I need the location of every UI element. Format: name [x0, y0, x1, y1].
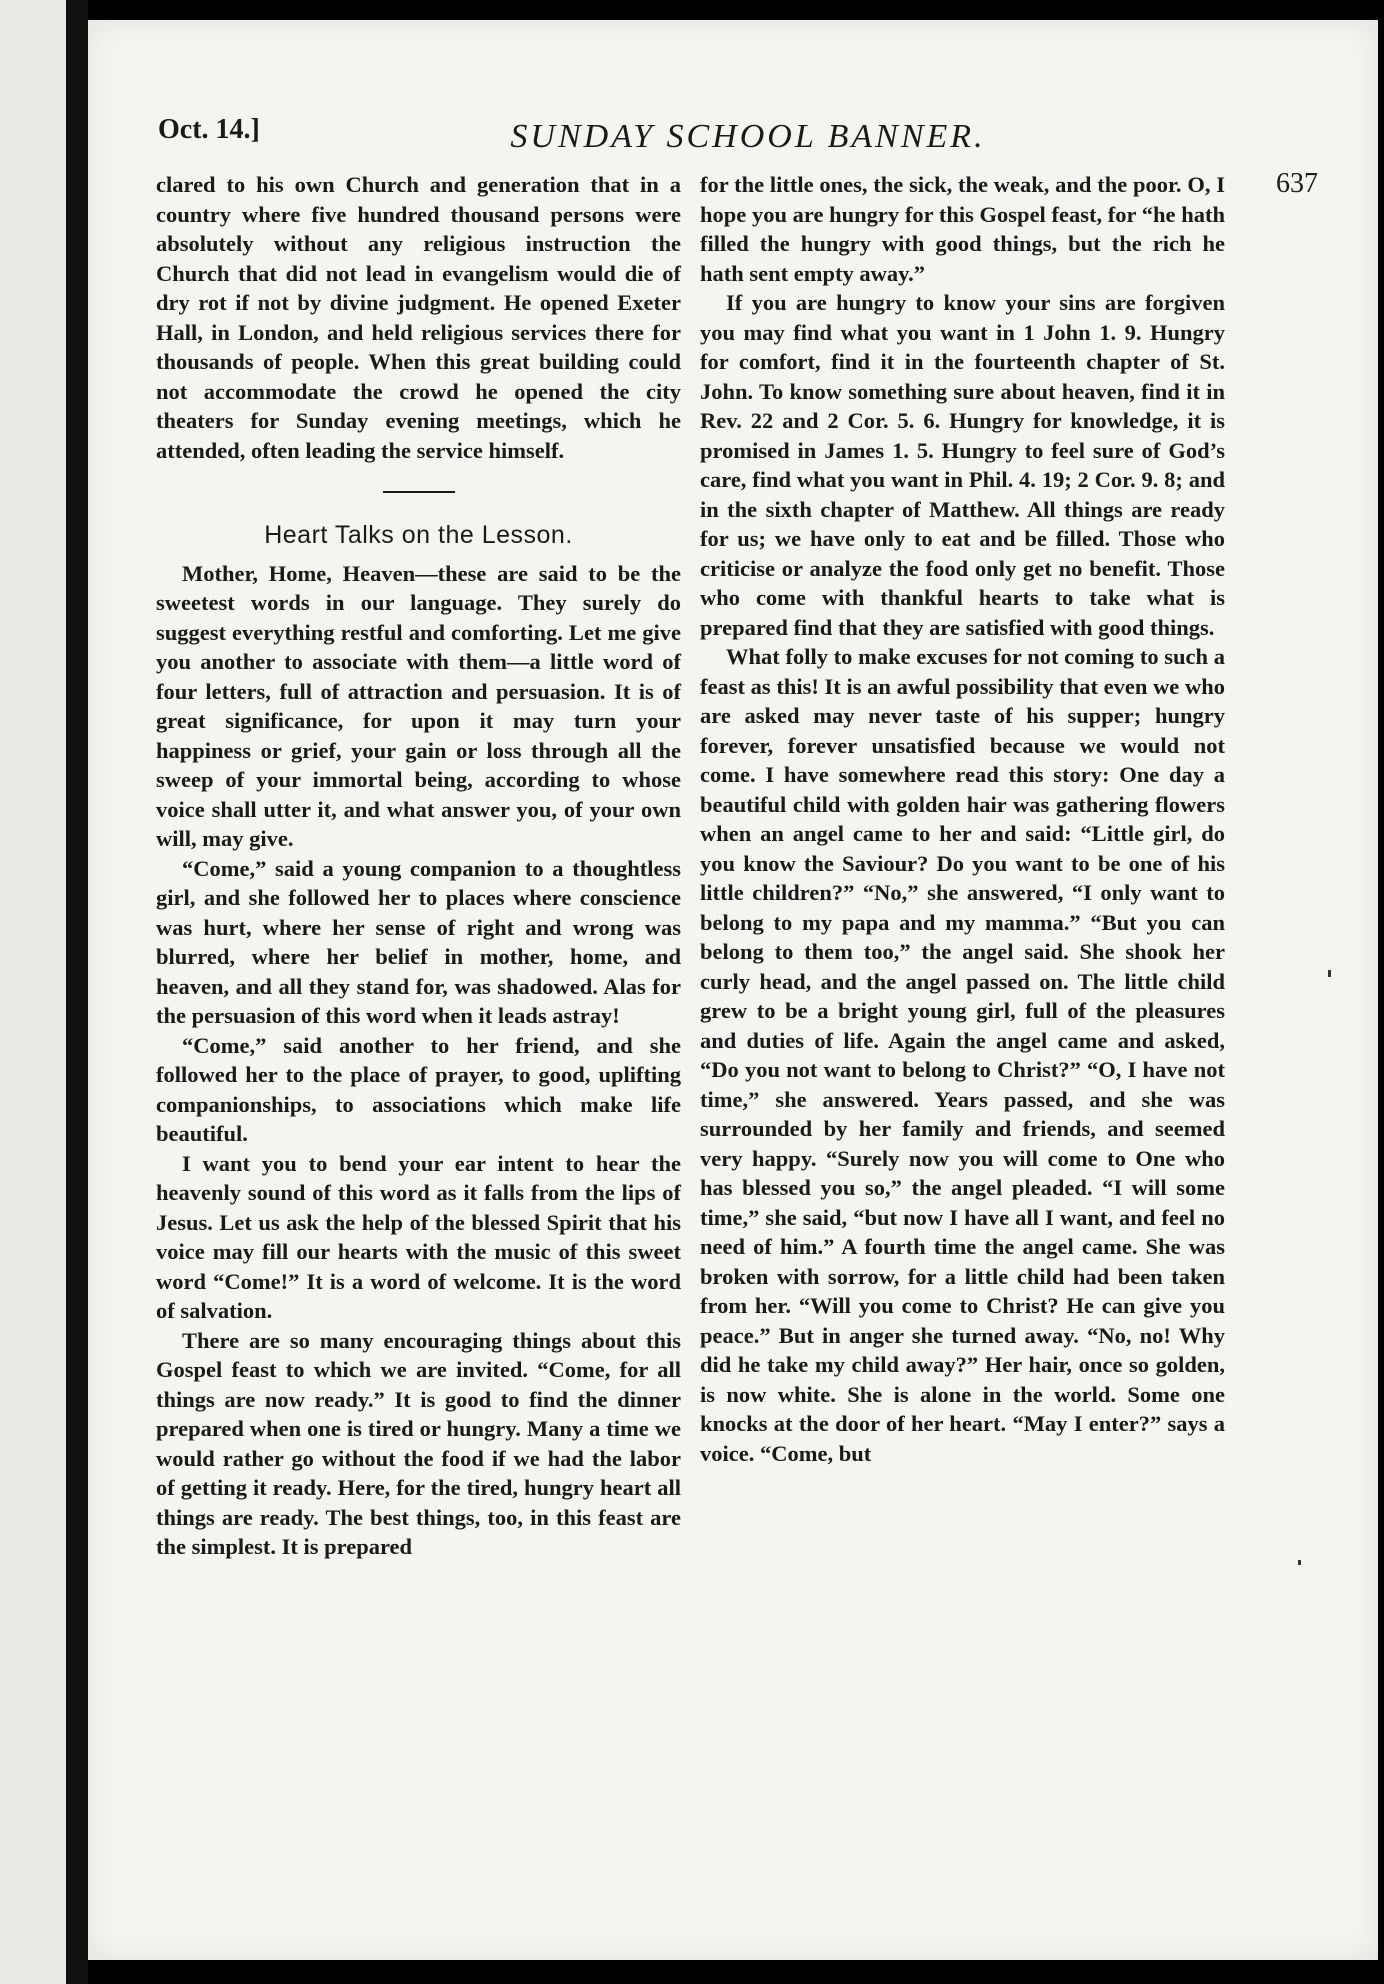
- scan-speck: [1298, 1560, 1301, 1565]
- page-header: [158, 90, 1338, 199]
- header-date: Oct. 14.]: [158, 114, 260, 145]
- body-paragraph: What folly to make excuses for not coming to such a feast as this! It is an awful possibility that even we who are asked may never taste of his supper; hungry forever, forever unsatisfied because we would not come. I have somewhere read this story: One day a beautiful child with golden hair was gathering flowers when an angel came to her and said: “Little girl, do you know the Saviour? Do you want to be one of his little children?” “No,” she answered, “I only want to belong to my papa and my mamma.” “But you can belong to them too,” the angel said. She shook her curly head, and the angel passed on. The little child grew to be a bright young girl, full of the pleasures and duties of life. Again the angel came and asked, “Do you not want to belong to Christ?” “O, I have not time,” she answered. Years passed, and she was surrounded by her family and friends, and seemed very happy. “Surely now you will come to One who has blessed you so,” the angel pleaded. “I will some time,” she said, “but now I have all I want, and feel no need of him.” A fourth time the angel came. She was broken with sorrow, for a little child had been taken from her. “Will you come to Christ? He can give you peace.” But in anger she turned away. “No, no! Why did he take my child away?” Her hair, once so golden, is now white. She is alone in the world. Some one knocks at the door of her heart. “May I enter?” says a voice. “Come, but: [700, 644, 1225, 1466]
- intro-paragraph: clared to his own Church and generation that in a country where five hundred thousand persons were absolutely without any religious instruction the Church that did not lead in evangelism would die of dry rot if not by divine judgment. He opened Exeter Hall, in London, and held religious services there for thousands of people. When this great building could not accommodate the crowd he opened the city theaters for Sunday evening meetings, which he attended, often leading the service himself.: [156, 172, 681, 463]
- right-column: [700, 170, 1225, 1468]
- header-title: SUNDAY SCHOOL BANNER.: [510, 118, 986, 155]
- body-paragraph: “Come,” said a young companion to a thoughtless girl, and she followed her to places where conscience was hurt, where her sense of right and wrong was blurred, where her belief in mother, home, and heaven, and all they stand for, was shadowed. Alas for the persuasion of this word when it leads astray!: [156, 855, 681, 1028]
- left-column: [156, 170, 681, 1562]
- body-paragraph: Mother, Home, Heaven—these are said to be the sweetest words in our language. They surely do suggest everything restful and comforting. Let me give you another to associate with them—a little word of four letters, full of attraction and persuasion. It is of great significance, for upon it may turn your happiness or grief, your gain or loss through all the sweep of your immortal being, according to whose voice shall utter it, and what answer you, of your own will, may give.: [156, 560, 681, 851]
- section-heading: Heart Talks on the Lesson.: [264, 521, 573, 549]
- page-number: 637: [1276, 168, 1318, 199]
- body-paragraph: There are so many encouraging things about this Gospel feast to which we are invited. “Come, for all things are now ready.” It is good to find the dinner prepared when one is tired or hungry. Many a time we would rather go without the food if we had the labor of getting it ready. Here, for the tired, hungry heart all things are ready. The best things, too, in this feast are the simplest. It is prepared: [156, 1327, 681, 1559]
- body-paragraph: I want you to bend your ear intent to hear the heavenly sound of this word as it falls from the lips of Jesus. Let us ask the help of the blessed Spirit that his voice may fill our hearts with the music of this sweet word “Come!” It is a word of welcome. It is the word of salvation.: [156, 1150, 681, 1323]
- document-page: [88, 20, 1378, 1960]
- adjacent-page-edge: [0, 0, 66, 1984]
- scan-speck: [1328, 970, 1331, 977]
- scan-border: [66, 0, 88, 1984]
- section-divider: [383, 491, 455, 493]
- body-paragraph: “Come,” said another to her friend, and she followed her to the place of prayer, to good, uplifting companionships, to associations which make life beautiful.: [156, 1032, 681, 1146]
- body-paragraph: If you are hungry to know your sins are forgiven you may find what you want in 1 John 1. 9. Hungry for comfort, find it in the fourteenth chapter of St. John. To know something sure about heaven, find it in Rev. 22 and 2 Cor. 5. 6. Hungry for knowledge, it is promised in James 1. 5. Hungry to feel sure of God’s care, find what you want in Phil. 4. 19; 2 Cor. 9. 8; and in the sixth chapter of Matthew. All things are ready for us; we have only to eat and be filled. Those who criticise or analyze the food only get no benefit. Those who come with thankful hearts to take what is prepared find that they are satisfied with good things.: [700, 290, 1225, 640]
- body-paragraph: for the little ones, the sick, the weak, and the poor. O, I hope you are hungry for this Gospel feast, for “he hath filled the hungry with good things, but the rich he hath sent empty away.”: [700, 172, 1225, 286]
